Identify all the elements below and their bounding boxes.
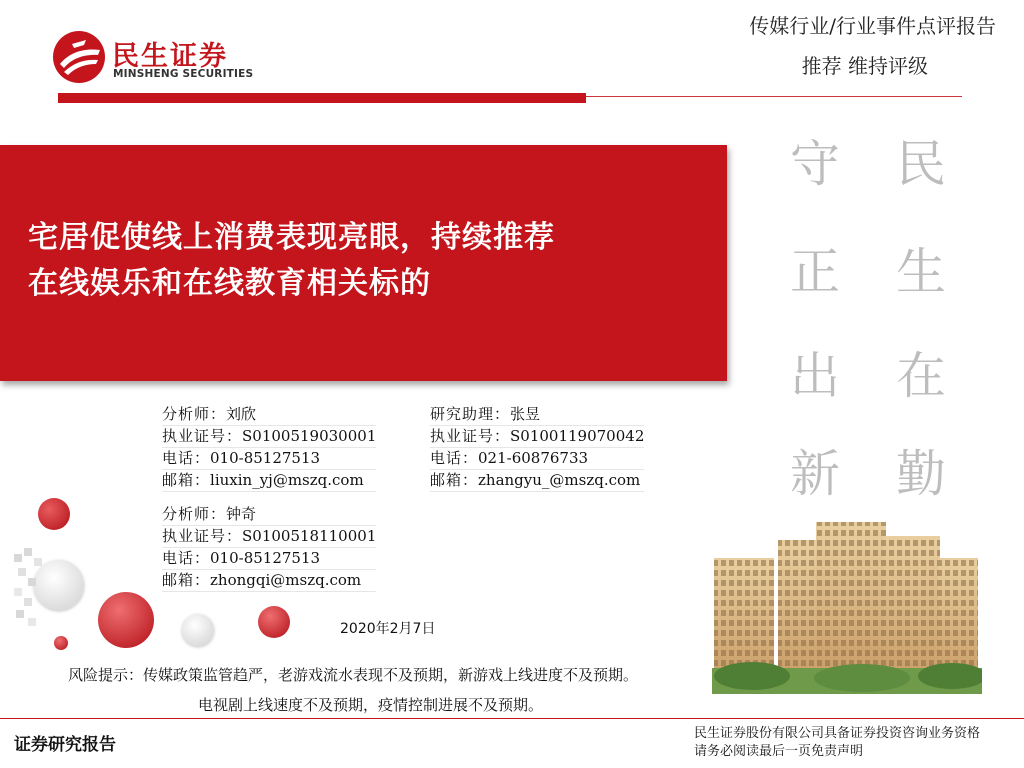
report-title bbox=[28, 215, 718, 307]
footer-report-label: 证券研究报告 bbox=[14, 735, 116, 755]
motto-char: 在 bbox=[896, 347, 946, 405]
motto-char: 民 bbox=[896, 135, 946, 193]
analyst-cert: S0100119070042 bbox=[510, 427, 645, 445]
phone-label: 电话： bbox=[162, 549, 211, 567]
analyst-phone: 010-85127513 bbox=[210, 449, 321, 467]
risk-notice-line1: 风险提示：传媒政策监管趋严，老游戏流水表现不及预期，新游戏上线进度不及预期。 bbox=[68, 666, 639, 684]
minsheng-logo-icon bbox=[52, 30, 106, 84]
analyst-phone: 021-60876733 bbox=[478, 449, 589, 467]
cert-label: 执业证号： bbox=[162, 427, 243, 445]
decor-circle bbox=[98, 592, 154, 648]
role-label: 分析师： bbox=[162, 505, 227, 523]
analyst-email[interactable]: zhongqi@mszq.com bbox=[210, 571, 362, 589]
analyst-name: 刘欣 bbox=[226, 405, 257, 423]
decor-circle bbox=[182, 614, 214, 646]
footer-qualification: 民生证券股份有限公司具备证券投资咨询业务资格 bbox=[694, 726, 981, 741]
report-title-line1: 宅居促使线上消费表现亮眼，持续推荐 bbox=[28, 220, 555, 255]
email-label: 邮箱： bbox=[162, 471, 211, 489]
analyst-name: 张昱 bbox=[510, 405, 541, 423]
analyst-cert: S0100519030001 bbox=[242, 427, 377, 445]
analyst-card bbox=[430, 404, 644, 492]
decor-circle bbox=[54, 636, 68, 650]
header-red-bar bbox=[58, 93, 586, 103]
analyst-cert: S0100518110001 bbox=[242, 527, 377, 545]
rating: 推荐 维持评级 bbox=[801, 54, 928, 78]
motto-char: 新 bbox=[790, 445, 840, 503]
decor-mosaic bbox=[14, 548, 70, 630]
decor-circle bbox=[38, 498, 70, 530]
office-building-icon bbox=[712, 518, 982, 694]
report-date: 2020年2月7日 bbox=[340, 621, 436, 637]
phone-label: 电话： bbox=[162, 449, 211, 467]
phone-label: 电话： bbox=[430, 449, 479, 467]
motto-char: 生 bbox=[896, 243, 946, 301]
email-label: 邮箱： bbox=[162, 571, 211, 589]
email-label: 邮箱： bbox=[430, 471, 479, 489]
motto-char: 守 bbox=[790, 135, 840, 193]
analyst-email[interactable]: zhangyu_@mszq.com bbox=[478, 471, 641, 489]
analyst-name: 钟奇 bbox=[226, 505, 257, 523]
risk-notice-line2: 电视剧上线速度不及预期，疫情控制进展不及预期。 bbox=[198, 696, 544, 714]
footer-divider bbox=[0, 718, 1024, 719]
decor-circle bbox=[258, 606, 290, 638]
report-type: 传媒行业/行业事件点评报告 bbox=[749, 14, 996, 38]
role-label: 分析师： bbox=[162, 405, 227, 423]
motto-char: 正 bbox=[790, 243, 840, 301]
cert-label: 执业证号： bbox=[162, 527, 243, 545]
motto-char: 勤 bbox=[896, 445, 946, 503]
header-divider bbox=[586, 96, 962, 97]
analyst-card bbox=[162, 504, 376, 592]
footer-disclaimer[interactable]: 请务必阅读最后一页免责声明 bbox=[694, 744, 864, 759]
brand-name-en: MINSHENG SECURITIES bbox=[113, 68, 254, 80]
report-title-line2: 在线娱乐和在线教育相关标的 bbox=[28, 266, 431, 301]
analyst-phone: 010-85127513 bbox=[210, 549, 321, 567]
brand-name-cn: 民生证券 bbox=[112, 41, 228, 72]
analyst-card bbox=[162, 404, 376, 492]
brand-logo bbox=[52, 30, 252, 90]
analyst-email[interactable]: liuxin_yj@mszq.com bbox=[210, 471, 364, 489]
motto-char: 出 bbox=[790, 347, 840, 405]
cert-label: 执业证号： bbox=[430, 427, 511, 445]
role-label: 研究助理： bbox=[430, 405, 511, 423]
